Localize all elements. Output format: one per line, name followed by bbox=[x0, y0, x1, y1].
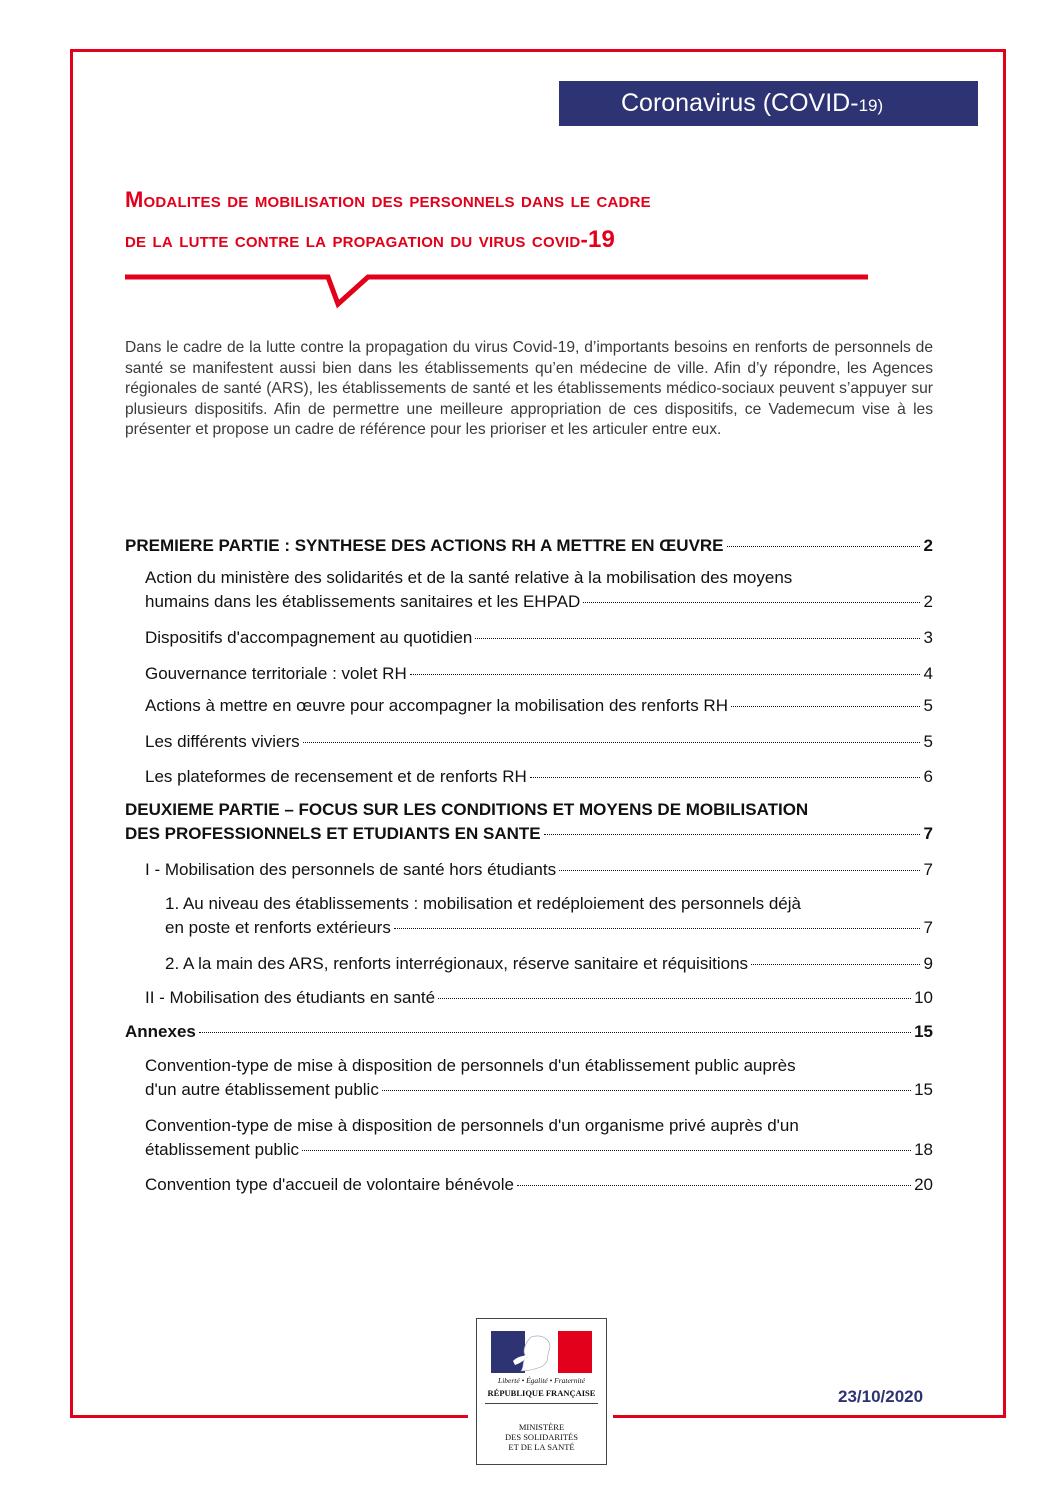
toc-entry-title-line: 1. Au niveau des établissements : mobilisation et redéploiement des personnels déjà bbox=[165, 894, 801, 913]
toc-page-number: 10 bbox=[914, 988, 933, 1007]
toc-dot-leader bbox=[199, 1032, 911, 1033]
banner-sub: 19) bbox=[858, 96, 884, 115]
toc-page-number: 2 bbox=[923, 592, 933, 611]
toc-entry-line bbox=[145, 986, 933, 1010]
toc-entry[interactable] bbox=[165, 952, 933, 976]
toc-entry-title: en poste et renforts extérieurs bbox=[165, 918, 391, 937]
toc-entry-line bbox=[165, 952, 933, 976]
toc-entry[interactable] bbox=[145, 765, 933, 789]
toc-page-number: 4 bbox=[923, 664, 933, 683]
title-line-1: Modalites de mobilisation des personnels dans le cadre bbox=[125, 187, 651, 212]
toc-entry-title: DES PROFESSIONNELS ET ETUDIANTS EN SANTE bbox=[125, 824, 541, 843]
logo-republic: RÉPUBLIQUE FRANÇAISE bbox=[487, 1388, 596, 1398]
government-logo bbox=[476, 1318, 607, 1465]
toc-page-number: 9 bbox=[923, 954, 933, 973]
toc-entry-line bbox=[145, 626, 933, 650]
document-title bbox=[125, 180, 945, 260]
toc-entry-title-line: Convention-type de mise à disposition de personnels d'un organisme privé auprès d'un bbox=[145, 1116, 799, 1135]
toc-entry-line bbox=[125, 822, 933, 846]
toc-entry-title: Convention type d'accueil de volontaire bénévole bbox=[145, 1175, 514, 1194]
toc-entry-title-line: Action du ministère des solidarités et de la santé relative à la mobilisation des moyens bbox=[145, 568, 793, 587]
toc-dot-leader bbox=[438, 998, 911, 999]
toc-entry-line bbox=[145, 662, 933, 686]
toc-entry-line bbox=[145, 1078, 933, 1102]
toc-entry[interactable] bbox=[145, 986, 933, 1010]
toc-entry[interactable] bbox=[125, 1020, 933, 1044]
title-line-2-text: de la lutte contre la propagation du virus covid- bbox=[125, 227, 588, 252]
toc-dot-leader bbox=[530, 777, 920, 778]
logo-ministry: MINISTÈRE DES SOLIDARITÉS ET DE LA SANTÉ bbox=[505, 1422, 578, 1452]
toc-entry[interactable] bbox=[145, 626, 933, 650]
toc-entry-line bbox=[125, 1020, 933, 1044]
toc-entry-title: 2. A la main des ARS, renforts interrégionaux, réserve sanitaire et réquisitions bbox=[165, 954, 749, 973]
toc-dot-leader bbox=[394, 928, 920, 929]
toc-entry-title-line: Convention-type de mise à disposition de personnels d'un établissement public auprès bbox=[145, 1056, 796, 1075]
toc-page-number: 15 bbox=[914, 1080, 933, 1099]
toc-dot-leader bbox=[475, 638, 920, 639]
toc-entry[interactable] bbox=[125, 798, 933, 846]
toc-page-number: 7 bbox=[923, 824, 933, 843]
toc-entry-title: humains dans les établissements sanitaires et les EHPAD bbox=[145, 592, 581, 611]
toc-page-number: 18 bbox=[914, 1140, 933, 1159]
toc-entry-title: Les plateformes de recensement et de renforts RH bbox=[145, 767, 527, 786]
toc-dot-leader bbox=[382, 1090, 911, 1091]
toc-entry-title: PREMIERE PARTIE : SYNTHESE DES ACTIONS RH A METTRE EN ŒUVRE bbox=[125, 536, 724, 555]
toc-entry-line bbox=[125, 534, 933, 558]
toc-entry-title: II - Mobilisation des étudiants en santé bbox=[145, 988, 436, 1007]
toc-entry-title-line: DEUXIEME PARTIE – FOCUS SUR LES CONDITIONS ET MOYENS DE MOBILISATION bbox=[125, 800, 809, 819]
toc-dot-leader bbox=[559, 870, 920, 871]
toc-entry-line bbox=[145, 730, 933, 754]
toc-dot-leader bbox=[583, 602, 920, 603]
toc-entry-title: d'un autre établissement public bbox=[145, 1080, 379, 1099]
toc-entry-line bbox=[145, 1173, 933, 1197]
toc-entry[interactable] bbox=[145, 1114, 933, 1162]
toc-entry-title: Les différents viviers bbox=[145, 732, 300, 751]
toc-entry[interactable] bbox=[145, 662, 933, 686]
title-line-2 bbox=[125, 220, 945, 260]
title-underline-checkmark bbox=[125, 266, 870, 310]
toc-entry-line bbox=[145, 765, 933, 789]
toc-dot-leader bbox=[731, 706, 920, 707]
toc-entry-line bbox=[145, 858, 933, 882]
publication-date: 23/10/2020 bbox=[838, 1387, 924, 1406]
toc-entry-line bbox=[145, 590, 933, 614]
toc-entry-line bbox=[145, 1138, 933, 1162]
toc-entry[interactable] bbox=[145, 694, 933, 718]
logo-motto: Liberté • Égalité • Fraternité bbox=[498, 1376, 585, 1385]
logo-divider bbox=[485, 1403, 598, 1404]
toc-dot-leader bbox=[544, 834, 920, 835]
marianne-flag-icon bbox=[491, 1331, 592, 1373]
toc-entry-title: Annexes bbox=[125, 1022, 196, 1041]
toc-page-number: 7 bbox=[923, 860, 933, 879]
toc-dot-leader bbox=[302, 1150, 911, 1151]
banner-text bbox=[621, 89, 883, 118]
toc-entry[interactable] bbox=[165, 892, 933, 940]
toc-entry-title: Actions à mettre en œuvre pour accompagner la mobilisation des renforts RH bbox=[145, 696, 728, 715]
toc-page-number: 2 bbox=[923, 536, 933, 555]
toc-entry[interactable] bbox=[145, 1173, 933, 1197]
topic-banner bbox=[559, 81, 978, 126]
toc-entry-title: Gouvernance territoriale : volet RH bbox=[145, 664, 407, 683]
toc-dot-leader bbox=[517, 1185, 911, 1186]
toc-entry[interactable] bbox=[145, 858, 933, 882]
toc-entry-title: I - Mobilisation des personnels de santé hors étudiants bbox=[145, 860, 557, 879]
title-line-2-number: 19 bbox=[587, 226, 616, 253]
toc-page-number: 7 bbox=[923, 918, 933, 937]
toc-page-number: 6 bbox=[923, 767, 933, 786]
toc-page-number: 5 bbox=[923, 732, 933, 751]
banner-main: Coronavirus (COVID- bbox=[621, 89, 859, 117]
toc-entry[interactable] bbox=[145, 1054, 933, 1102]
toc-dot-leader bbox=[727, 546, 920, 547]
intro-paragraph: Dans le cadre de la lutte contre la propagation du virus Covid-19, d’importants besoins en renforts de personnels de santé se manifestent aussi bien dans les établissements qu’en médecine de ville. Afin d’y répondre, les Agences régionales de santé (ARS), les établissements de santé et les établissements médico-sociaux peuvent s’appuyer sur plusieurs dispositifs. Afin de permettre une meilleure appropriation de ces dispositifs, ce Vademecum vise à les présenter et propose un cadre de référence pour les prioriser et les articuler entre eux. bbox=[125, 339, 933, 438]
toc-entry-title: établissement public bbox=[145, 1140, 300, 1159]
toc-page-number: 3 bbox=[923, 628, 933, 647]
toc-entry-line bbox=[145, 694, 933, 718]
toc-page-number: 15 bbox=[914, 1022, 933, 1041]
toc-entry[interactable] bbox=[145, 566, 933, 614]
toc-page-number: 5 bbox=[923, 696, 933, 715]
toc-entry-line bbox=[165, 916, 933, 940]
toc-entry-title: Dispositifs d'accompagnement au quotidien bbox=[145, 628, 473, 647]
toc-dot-leader bbox=[303, 742, 920, 743]
toc-entry[interactable] bbox=[125, 534, 933, 558]
toc-dot-leader bbox=[751, 964, 920, 965]
toc-dot-leader bbox=[410, 674, 920, 675]
toc-page-number: 20 bbox=[914, 1175, 933, 1194]
toc-entry[interactable] bbox=[145, 730, 933, 754]
